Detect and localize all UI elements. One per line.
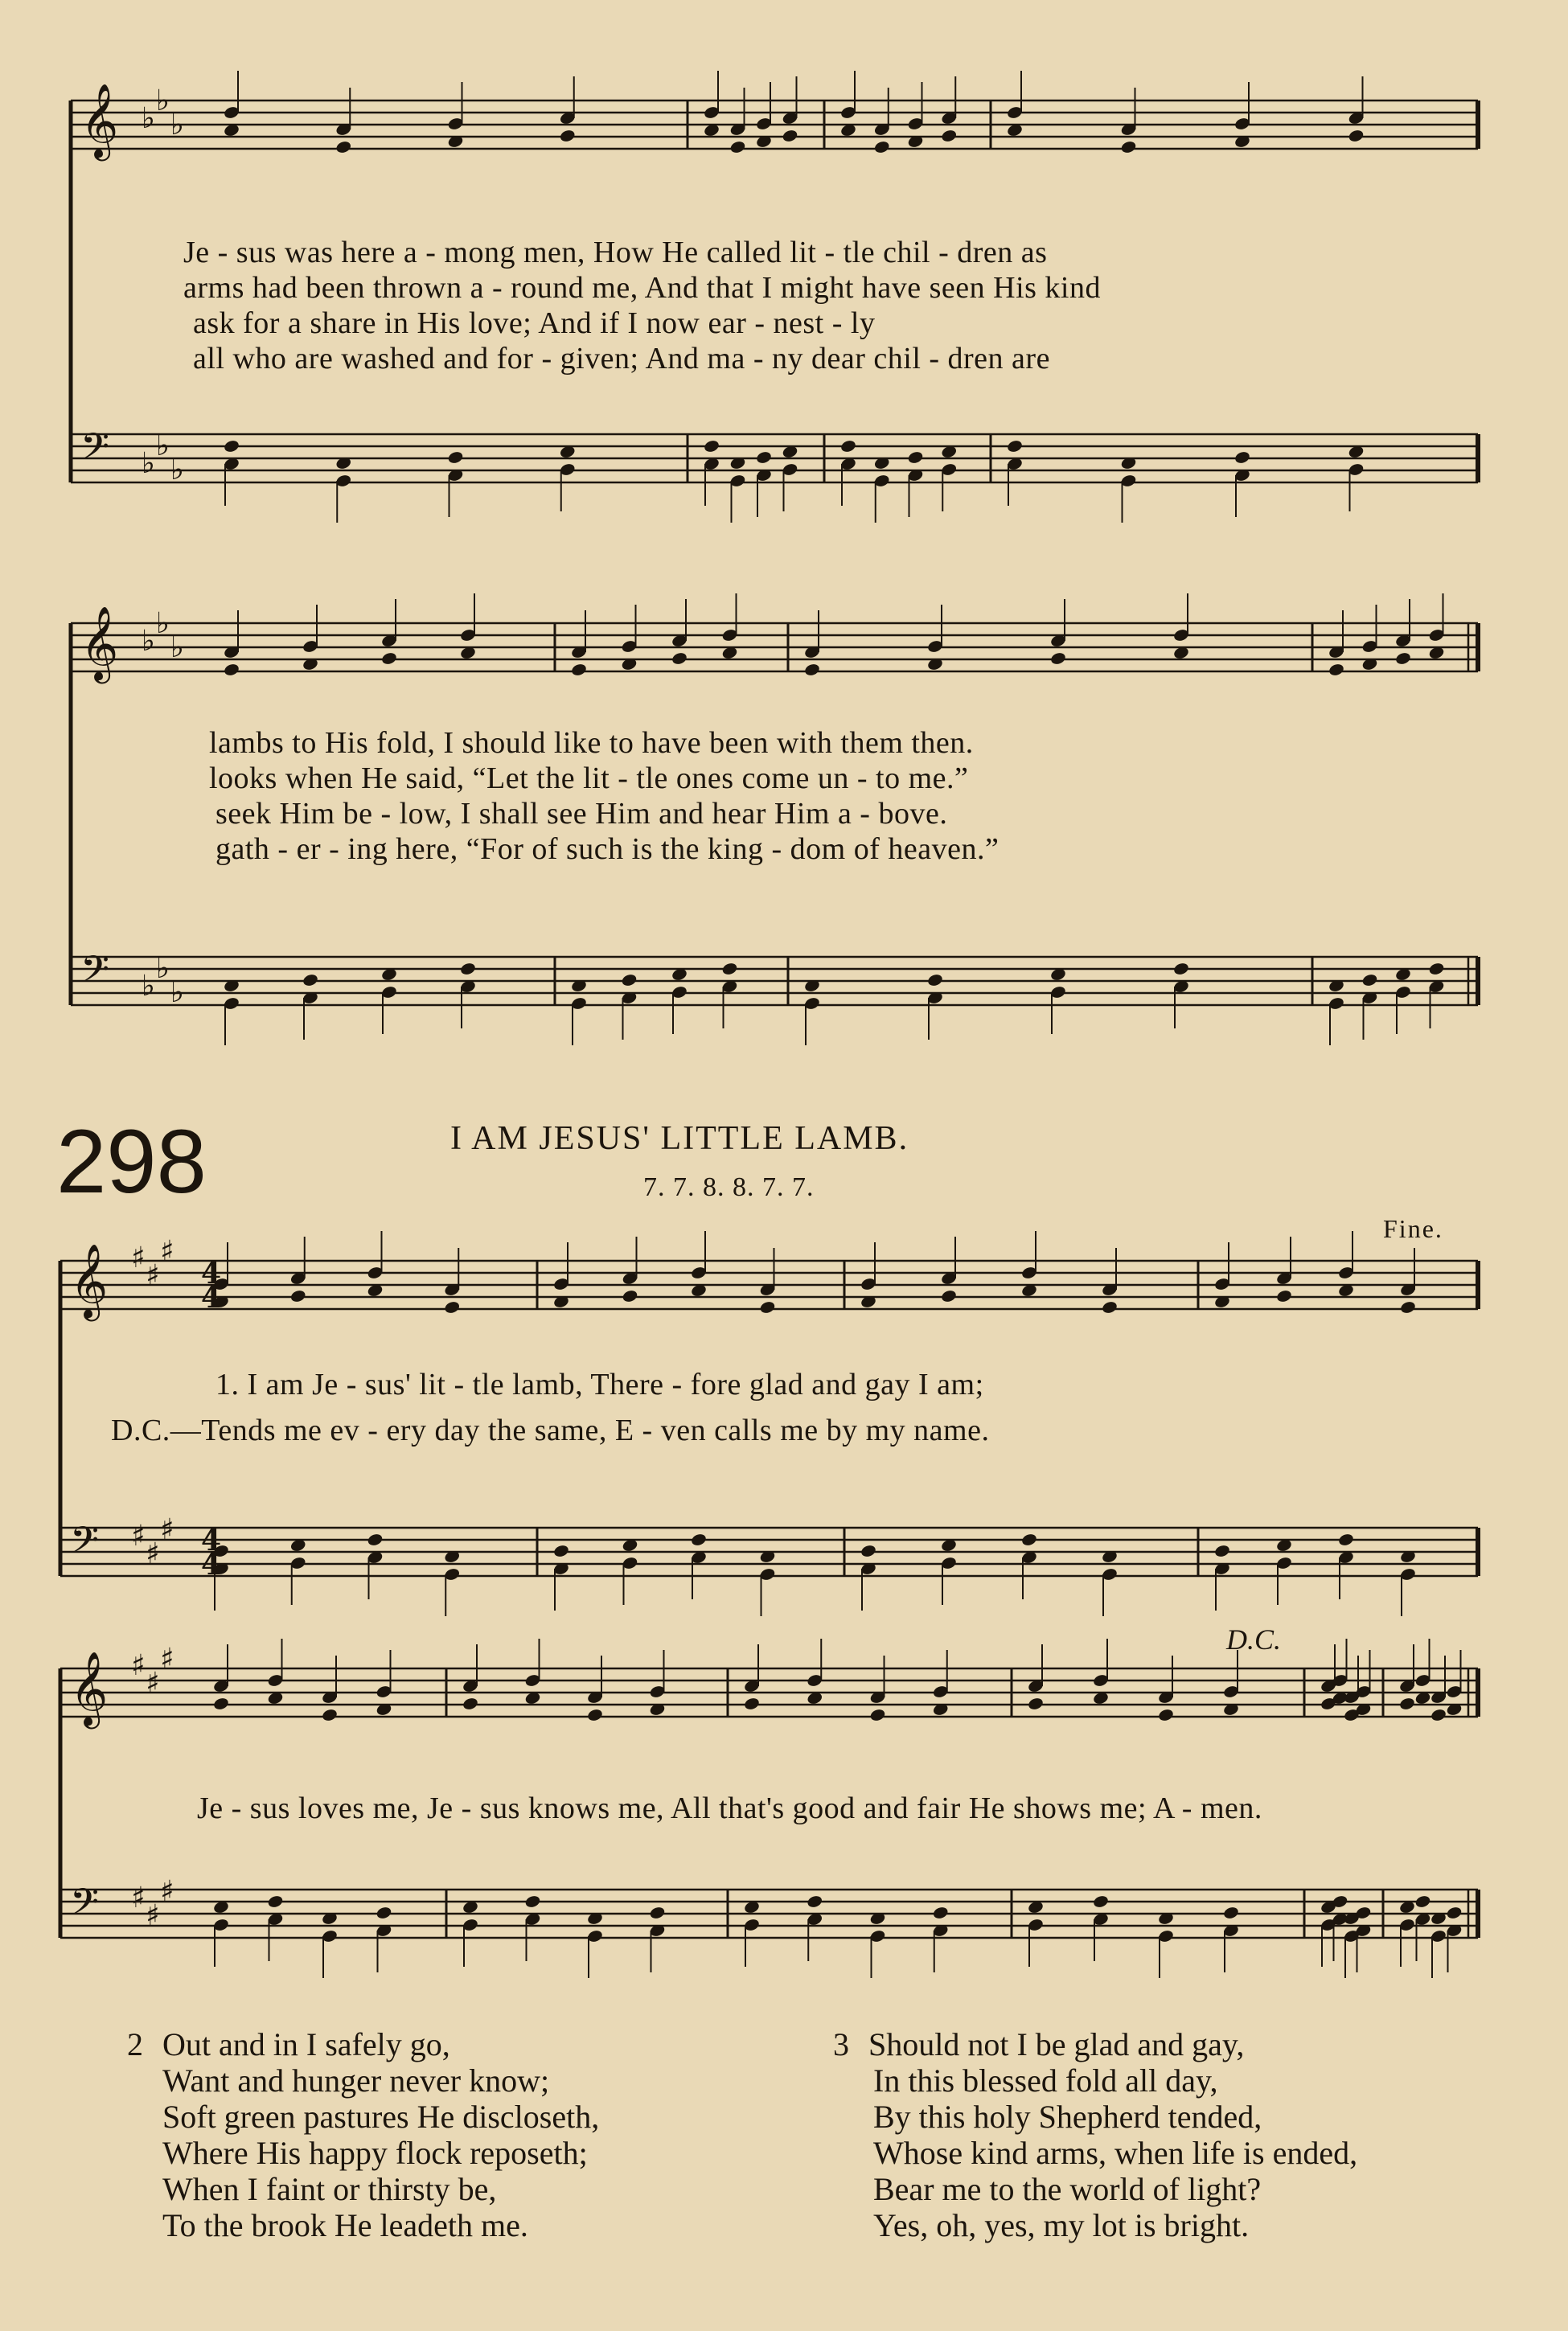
note-head xyxy=(940,1289,957,1303)
note-head xyxy=(223,663,240,677)
note-head xyxy=(649,1906,666,1920)
note-head xyxy=(570,663,587,677)
treble-clef: 𝄞 xyxy=(70,1651,109,1726)
note-head xyxy=(1428,962,1445,976)
verse-line: By this holy Shepherd tended, xyxy=(873,2099,1262,2135)
note-head xyxy=(1222,1906,1239,1920)
prev-lyric-line-6: looks when He said, “Let the lit - tle ones come un - to me.” xyxy=(209,761,969,795)
verse-line: Whose kind arms, when life is ended, xyxy=(873,2135,1358,2171)
treble-clef: 𝄞 xyxy=(80,83,119,158)
sharp-sign: ♯ xyxy=(131,1882,146,1914)
bass-clef: 𝄢 xyxy=(80,948,110,1000)
flat-sign: ♭ xyxy=(170,976,184,1009)
note-head xyxy=(759,1300,776,1315)
note-head xyxy=(321,1708,338,1722)
note-head xyxy=(289,1289,306,1303)
treble-clef: 𝄞 xyxy=(70,1243,109,1318)
flat-sign: ♭ xyxy=(156,84,170,117)
note-head xyxy=(1275,1289,1292,1303)
verse-line: In this blessed fold all day, xyxy=(873,2062,1218,2099)
time-signature-digit: 4 xyxy=(201,1257,222,1291)
prev-lyric-line-3: ask for a share in His love; And if I now ear - nest - ly xyxy=(193,306,876,340)
flat-sign: ♭ xyxy=(170,631,184,664)
verse-number: 3 xyxy=(833,2026,849,2062)
sharp-sign: ♯ xyxy=(131,1649,146,1682)
note-head xyxy=(380,651,397,666)
note-head xyxy=(302,973,318,987)
verse-line: To the brook He leadeth me. xyxy=(162,2207,528,2243)
prev-lyric-line-8: gath - er - ing here, “For of such is the king - dom of heaven.” xyxy=(215,832,999,866)
flat-sign: ♭ xyxy=(142,102,155,135)
hymn-lyric-line-1: 1. I am Je - sus' lit - tle lamb, There - fore glad and gay I am; xyxy=(215,1368,984,1401)
note-head xyxy=(729,140,746,154)
note-head xyxy=(1414,1894,1431,1909)
sharp-sign: ♯ xyxy=(160,1875,174,1908)
note-head xyxy=(1394,651,1411,666)
note-head xyxy=(212,1697,229,1711)
flat-sign: ♭ xyxy=(142,970,155,1003)
note-head xyxy=(1430,1708,1447,1722)
sharp-sign: ♯ xyxy=(146,1667,160,1700)
note-head xyxy=(721,962,738,976)
prev-lyric-line-4: all who are washed and for - given; And ma - ny dear chil - dren are xyxy=(193,342,1050,376)
verse-line: When I faint or thirsty be, xyxy=(162,2171,497,2207)
hymn-title: I AM JESUS' LITTLE LAMB. xyxy=(450,1120,909,1157)
sharp-sign: ♯ xyxy=(160,1513,174,1546)
note-head xyxy=(1006,439,1023,453)
flat-sign: ♭ xyxy=(170,453,184,486)
verse-line: 3 Should not I be glad and gay, xyxy=(833,2026,1245,2062)
note-head xyxy=(1049,651,1066,666)
note-head xyxy=(1446,1906,1463,1920)
bass-clef: 𝄢 xyxy=(70,1519,100,1571)
note-head xyxy=(1027,1697,1044,1711)
note-head xyxy=(941,129,958,143)
verse-3 xyxy=(833,2026,1357,2243)
note-head xyxy=(1328,663,1344,677)
note-head xyxy=(559,129,576,143)
note-head xyxy=(873,140,890,154)
note-head xyxy=(335,140,352,154)
verse-line: Bear me to the world of light? xyxy=(873,2171,1262,2207)
note-head xyxy=(755,450,772,465)
flat-sign: ♭ xyxy=(156,607,170,640)
sharp-sign: ♯ xyxy=(146,1259,160,1292)
sharp-sign: ♯ xyxy=(131,1520,146,1553)
prev-lyric-line-2: arms had been thrown a - round me, And that I might have seen His kind xyxy=(183,271,1101,305)
note-head xyxy=(703,439,720,453)
dc-marking: D.C. xyxy=(1226,1623,1282,1656)
note-head xyxy=(1157,1708,1174,1722)
verse-line: 2 Out and in I safely go, xyxy=(127,2026,450,2062)
note-head xyxy=(267,1894,284,1909)
note-head xyxy=(1101,1300,1118,1315)
time-signature-digit: 4 xyxy=(201,1524,222,1557)
verse-2 xyxy=(127,2026,599,2243)
note-head xyxy=(459,962,476,976)
bass-clef: 𝄢 xyxy=(70,1881,100,1933)
prev-lyric-line-7: seek Him be - low, I shall see Him and hear Him a - bove. xyxy=(215,797,948,831)
note-head xyxy=(926,973,943,987)
note-head xyxy=(782,129,798,143)
sharp-sign: ♯ xyxy=(160,1235,174,1268)
sharp-sign: ♯ xyxy=(146,1537,160,1570)
note-head xyxy=(586,1708,603,1722)
note-head xyxy=(524,1894,541,1909)
note-head xyxy=(1213,1544,1230,1558)
note-head xyxy=(462,1697,478,1711)
note-head xyxy=(690,1533,707,1547)
note-head xyxy=(1092,1894,1109,1909)
hymn-meter: 7. 7. 8. 8. 7. 7. xyxy=(643,1172,815,1202)
note-head xyxy=(743,1697,760,1711)
note-head xyxy=(1020,1533,1037,1547)
time-signature-digit: 4 xyxy=(201,1548,222,1582)
fine-marking: Fine. xyxy=(1383,1214,1443,1243)
note-head xyxy=(869,1708,886,1722)
note-head xyxy=(622,1289,638,1303)
note-head xyxy=(1172,962,1189,976)
sharp-sign: ♯ xyxy=(131,1241,146,1274)
note-head xyxy=(860,1544,876,1558)
note-head xyxy=(1233,450,1250,465)
hymn-lyric-line-2: D.C.—Tends me ev - ery day the same, E - ven calls me by my name. xyxy=(111,1414,990,1447)
note-head xyxy=(552,1544,569,1558)
flat-sign: ♭ xyxy=(170,109,184,142)
flat-sign: ♭ xyxy=(156,952,170,985)
hymn-lyric-line-3: Je - sus loves me, Je - sus knows me, All that's good and fair He shows me; A - men. xyxy=(197,1791,1262,1825)
verse-line: Want and hunger never know; xyxy=(162,2062,550,2099)
bass-clef: 𝄢 xyxy=(80,425,110,478)
note-head xyxy=(1348,129,1365,143)
time-signature-digit: 4 xyxy=(201,1281,222,1315)
note-head xyxy=(1337,1533,1354,1547)
sharp-sign: ♯ xyxy=(160,1643,174,1676)
note-head xyxy=(1399,1300,1416,1315)
verse-line: Yes, oh, yes, my lot is bright. xyxy=(873,2207,1250,2243)
note-head xyxy=(444,1300,461,1315)
note-head xyxy=(367,1533,384,1547)
note-head xyxy=(932,1906,949,1920)
verse-line: Soft green pastures He discloseth, xyxy=(162,2099,600,2135)
verse-line: Where His happy flock reposeth; xyxy=(162,2135,588,2171)
prev-lyric-line-5: lambs to His fold, I should like to have been with them then. xyxy=(209,726,974,760)
verse-number: 2 xyxy=(127,2026,143,2062)
note-head xyxy=(447,450,464,465)
note-head xyxy=(376,1906,392,1920)
note-head xyxy=(671,651,688,666)
note-head xyxy=(1120,140,1137,154)
note-head xyxy=(839,439,856,453)
sharp-sign: ♯ xyxy=(146,1899,160,1932)
treble-clef: 𝄞 xyxy=(80,605,119,680)
note-head xyxy=(1398,1697,1415,1711)
flat-sign: ♭ xyxy=(156,429,170,462)
hymn-number: 298 xyxy=(56,1111,207,1212)
prev-lyric-line-1: Je - sus was here a - mong men, How He called lit - tle chil - dren as xyxy=(183,236,1048,269)
note-head xyxy=(1361,973,1378,987)
note-head xyxy=(807,1894,823,1909)
note-head xyxy=(907,450,924,465)
note-head xyxy=(621,973,638,987)
flat-sign: ♭ xyxy=(142,625,155,658)
note-head xyxy=(223,439,240,453)
flat-sign: ♭ xyxy=(142,447,155,480)
note-head xyxy=(803,663,820,677)
